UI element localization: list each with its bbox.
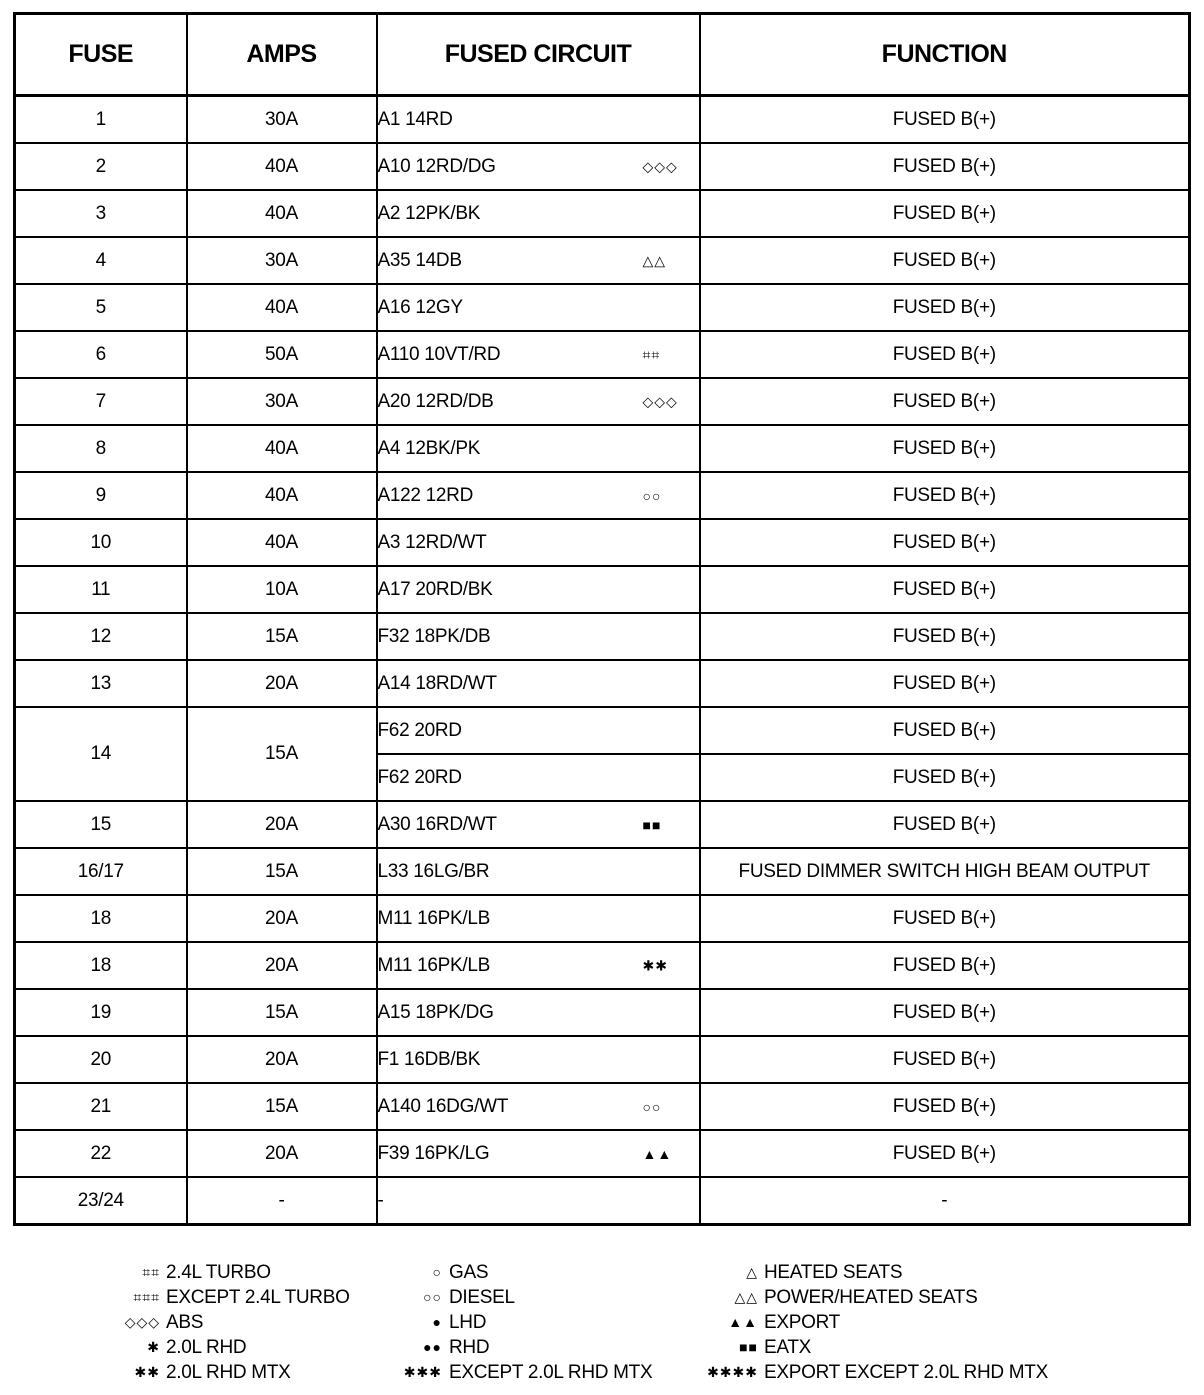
function-cell: FUSED B(+) bbox=[700, 942, 1190, 989]
legend-column-options bbox=[690, 1262, 1190, 1387]
legend-label: HEATED SEATS bbox=[764, 1262, 903, 1283]
fused-circuit-cell bbox=[377, 472, 700, 519]
legend-symbol-icon: ✱✱ bbox=[134, 1364, 160, 1380]
function-cell: FUSED B(+) bbox=[700, 378, 1190, 425]
table-row bbox=[15, 1083, 1190, 1130]
function-cell: FUSED B(+) bbox=[700, 425, 1190, 472]
fuse-number-cell: 11 bbox=[15, 566, 187, 613]
circuit-code: L33 16LG/BR bbox=[377, 860, 490, 882]
circuit-code: A20 12RD/DB bbox=[377, 390, 494, 412]
option-marker-icon: △△ bbox=[642, 252, 667, 268]
legend-symbol-icon: ⌗⌗⌗ bbox=[133, 1289, 160, 1305]
legend-label: EXCEPT 2.0L RHD MTX bbox=[449, 1362, 653, 1383]
fused-circuit-cell bbox=[377, 284, 700, 331]
legend-column-fuel-drive bbox=[392, 1262, 722, 1387]
circuit-code: F62 20RD bbox=[377, 766, 462, 788]
fuse-number-cell: 16/17 bbox=[15, 848, 187, 895]
amps-cell: 15A bbox=[187, 1083, 377, 1130]
function-cell: FUSED DIMMER SWITCH HIGH BEAM OUTPUT bbox=[700, 848, 1190, 895]
header-fused-circuit: FUSED CIRCUIT bbox=[377, 14, 700, 96]
table-row bbox=[15, 143, 1190, 190]
fused-circuit-cell bbox=[377, 237, 700, 284]
amps-cell: 30A bbox=[187, 96, 377, 144]
option-marker-icon: ✱✱ bbox=[642, 957, 668, 973]
function-cell: FUSED B(+) bbox=[700, 801, 1190, 848]
legend-symbol-icon: ○ bbox=[432, 1264, 442, 1280]
fuse-number-cell: 1 bbox=[15, 96, 187, 144]
circuit-code: M11 16PK/LB bbox=[377, 907, 491, 929]
legend-label: ABS bbox=[166, 1312, 204, 1333]
function-cell: - bbox=[700, 1177, 1190, 1225]
circuit-code: - bbox=[377, 1189, 384, 1211]
table-row bbox=[15, 378, 1190, 425]
fused-circuit-cell bbox=[377, 1083, 700, 1130]
function-cell: FUSED B(+) bbox=[700, 754, 1190, 801]
legend-item bbox=[100, 1362, 400, 1387]
amps-cell: 40A bbox=[187, 425, 377, 472]
fuse-number-cell: 8 bbox=[15, 425, 187, 472]
function-cell: FUSED B(+) bbox=[700, 472, 1190, 519]
fused-circuit-cell bbox=[377, 143, 700, 190]
legend-label: DIESEL bbox=[449, 1287, 515, 1308]
amps-cell: 40A bbox=[187, 143, 377, 190]
legend-label: 2.0L RHD bbox=[166, 1337, 247, 1358]
fuse-number-cell: 18 bbox=[15, 895, 187, 942]
fuse-number-cell: 12 bbox=[15, 613, 187, 660]
table-row bbox=[15, 848, 1190, 895]
fused-circuit-cell bbox=[377, 1177, 700, 1225]
function-cell: FUSED B(+) bbox=[700, 1130, 1190, 1177]
table-row bbox=[15, 237, 1190, 284]
circuit-code: A122 12RD bbox=[377, 484, 474, 506]
function-cell: FUSED B(+) bbox=[700, 143, 1190, 190]
legend-symbol-icon: ✱✱✱✱ bbox=[707, 1364, 758, 1380]
legend-item bbox=[100, 1262, 400, 1287]
table-row bbox=[15, 190, 1190, 237]
legend-item bbox=[392, 1262, 722, 1287]
table-row bbox=[15, 942, 1190, 989]
circuit-code: A30 16RD/WT bbox=[377, 813, 497, 835]
legend-item bbox=[100, 1287, 400, 1312]
legend-item bbox=[392, 1362, 722, 1387]
header-function: FUNCTION bbox=[700, 14, 1190, 96]
table-row bbox=[15, 519, 1190, 566]
legend-item bbox=[690, 1337, 1190, 1362]
function-cell: FUSED B(+) bbox=[700, 660, 1190, 707]
legend-label: LHD bbox=[449, 1312, 487, 1333]
function-cell: FUSED B(+) bbox=[700, 707, 1190, 754]
option-marker-icon: ■■ bbox=[642, 816, 662, 833]
fuse-number-cell: 13 bbox=[15, 660, 187, 707]
table-row bbox=[15, 284, 1190, 331]
function-cell: FUSED B(+) bbox=[700, 566, 1190, 613]
fuse-number-cell: 23/24 bbox=[15, 1177, 187, 1225]
legend-label: EATX bbox=[764, 1337, 812, 1358]
function-cell: FUSED B(+) bbox=[700, 284, 1190, 331]
fused-circuit-cell bbox=[377, 801, 700, 848]
circuit-code: M11 16PK/LB bbox=[377, 954, 491, 976]
amps-cell: 15A bbox=[187, 707, 377, 801]
legend-item bbox=[100, 1337, 400, 1362]
legend-item bbox=[690, 1262, 1190, 1287]
fuse-number-cell: 7 bbox=[15, 378, 187, 425]
table-row bbox=[15, 1036, 1190, 1083]
legend-label: POWER/HEATED SEATS bbox=[764, 1287, 978, 1308]
function-cell: FUSED B(+) bbox=[700, 190, 1190, 237]
legend-item bbox=[690, 1312, 1190, 1337]
fused-circuit-cell bbox=[377, 566, 700, 613]
circuit-code: A2 12PK/BK bbox=[377, 202, 481, 224]
table-row bbox=[15, 472, 1190, 519]
amps-cell: 15A bbox=[187, 848, 377, 895]
option-marker-icon: ○○ bbox=[642, 487, 662, 504]
circuit-code: F39 16PK/LG bbox=[377, 1142, 490, 1164]
fuse-number-cell: 4 bbox=[15, 237, 187, 284]
fused-circuit-cell bbox=[377, 96, 700, 144]
fuse-number-cell: 5 bbox=[15, 284, 187, 331]
fused-circuit-cell bbox=[377, 707, 700, 754]
header-row bbox=[15, 14, 1190, 96]
fuse-number-cell: 21 bbox=[15, 1083, 187, 1130]
legend-symbol-icon: ⌗⌗ bbox=[142, 1264, 160, 1280]
amps-cell: 50A bbox=[187, 331, 377, 378]
fused-circuit-cell bbox=[377, 1036, 700, 1083]
fuse-number-cell: 14 bbox=[15, 707, 187, 801]
circuit-code: A17 20RD/BK bbox=[377, 578, 493, 600]
amps-cell: 20A bbox=[187, 895, 377, 942]
function-cell: FUSED B(+) bbox=[700, 895, 1190, 942]
function-cell: FUSED B(+) bbox=[700, 1083, 1190, 1130]
legend-symbol-icon: ✱ bbox=[147, 1339, 160, 1355]
option-marker-icon: ⌗⌗ bbox=[642, 346, 661, 362]
circuit-code: A140 16DG/WT bbox=[377, 1095, 509, 1117]
legend-label: EXPORT bbox=[764, 1312, 840, 1333]
table-row bbox=[15, 801, 1190, 848]
legend-symbol-icon: ◇◇◇ bbox=[124, 1314, 160, 1330]
fused-circuit-cell bbox=[377, 331, 700, 378]
legend-symbol-icon: ▲▲ bbox=[728, 1314, 758, 1330]
legend-label: RHD bbox=[449, 1337, 490, 1358]
fused-circuit-cell bbox=[377, 425, 700, 472]
function-cell: FUSED B(+) bbox=[700, 331, 1190, 378]
fuse-number-cell: 18 bbox=[15, 942, 187, 989]
function-cell: FUSED B(+) bbox=[700, 519, 1190, 566]
amps-cell: 30A bbox=[187, 237, 377, 284]
option-marker-icon: ◇◇◇ bbox=[642, 158, 678, 174]
table-row bbox=[15, 895, 1190, 942]
table-row bbox=[15, 613, 1190, 660]
circuit-code: F62 20RD bbox=[377, 719, 462, 741]
legend-symbol-icon: △△ bbox=[734, 1289, 758, 1305]
legend-label: 2.0L RHD MTX bbox=[166, 1362, 291, 1383]
amps-cell: 20A bbox=[187, 660, 377, 707]
fused-circuit-cell bbox=[377, 942, 700, 989]
circuit-code: A14 18RD/WT bbox=[377, 672, 497, 694]
symbol-legend bbox=[0, 1262, 1204, 1392]
legend-symbol-icon: ■■ bbox=[739, 1339, 758, 1355]
function-cell: FUSED B(+) bbox=[700, 96, 1190, 144]
amps-cell: 20A bbox=[187, 942, 377, 989]
legend-item bbox=[690, 1362, 1190, 1387]
fused-circuit-cell bbox=[377, 613, 700, 660]
table-row bbox=[15, 1130, 1190, 1177]
table-row bbox=[15, 660, 1190, 707]
fuse-number-cell: 2 bbox=[15, 143, 187, 190]
legend-item bbox=[690, 1287, 1190, 1312]
circuit-code: F1 16DB/BK bbox=[377, 1048, 481, 1070]
fuse-table bbox=[13, 12, 1191, 1226]
legend-item bbox=[392, 1287, 722, 1312]
function-cell: FUSED B(+) bbox=[700, 613, 1190, 660]
fused-circuit-cell bbox=[377, 848, 700, 895]
legend-label: 2.4L TURBO bbox=[166, 1262, 271, 1283]
amps-cell: 20A bbox=[187, 1036, 377, 1083]
legend-label: EXPORT EXCEPT 2.0L RHD MTX bbox=[764, 1362, 1048, 1383]
circuit-code: A10 12RD/DG bbox=[377, 155, 496, 177]
function-cell: FUSED B(+) bbox=[700, 989, 1190, 1036]
fused-circuit-cell bbox=[377, 754, 700, 801]
amps-cell: 20A bbox=[187, 1130, 377, 1177]
amps-cell: 40A bbox=[187, 472, 377, 519]
amps-cell: - bbox=[187, 1177, 377, 1225]
legend-symbol-icon: ●● bbox=[423, 1339, 442, 1355]
circuit-code: A1 14RD bbox=[377, 108, 453, 130]
table-row bbox=[15, 425, 1190, 472]
legend-item bbox=[392, 1337, 722, 1362]
legend-item bbox=[392, 1312, 722, 1337]
legend-label: GAS bbox=[449, 1262, 489, 1283]
amps-cell: 20A bbox=[187, 801, 377, 848]
fuse-number-cell: 15 bbox=[15, 801, 187, 848]
circuit-code: A4 12BK/PK bbox=[377, 437, 481, 459]
function-cell: FUSED B(+) bbox=[700, 237, 1190, 284]
fuse-number-cell: 6 bbox=[15, 331, 187, 378]
fused-circuit-cell bbox=[377, 989, 700, 1036]
amps-cell: 40A bbox=[187, 519, 377, 566]
fuse-number-cell: 9 bbox=[15, 472, 187, 519]
amps-cell: 10A bbox=[187, 566, 377, 613]
table-row bbox=[15, 1177, 1190, 1225]
table-row bbox=[15, 96, 1190, 144]
fuse-number-cell: 3 bbox=[15, 190, 187, 237]
fuse-number-cell: 10 bbox=[15, 519, 187, 566]
fused-circuit-cell bbox=[377, 1130, 700, 1177]
circuit-code: A16 12GY bbox=[377, 296, 463, 318]
amps-cell: 40A bbox=[187, 284, 377, 331]
circuit-code: A3 12RD/WT bbox=[377, 531, 487, 553]
header-amps: AMPS bbox=[187, 14, 377, 96]
legend-symbol-icon: ● bbox=[432, 1314, 442, 1330]
amps-cell: 30A bbox=[187, 378, 377, 425]
table-row bbox=[15, 989, 1190, 1036]
amps-cell: 15A bbox=[187, 989, 377, 1036]
fused-circuit-cell bbox=[377, 378, 700, 425]
function-cell: FUSED B(+) bbox=[700, 1036, 1190, 1083]
amps-cell: 40A bbox=[187, 190, 377, 237]
fused-circuit-cell bbox=[377, 519, 700, 566]
option-marker-icon: ◇◇◇ bbox=[642, 393, 678, 409]
legend-symbol-icon: ✱✱✱ bbox=[403, 1364, 442, 1380]
option-marker-icon: ○○ bbox=[642, 1098, 662, 1115]
table-row bbox=[15, 707, 1190, 754]
fuse-number-cell: 19 bbox=[15, 989, 187, 1036]
circuit-code: F32 18PK/DB bbox=[377, 625, 491, 647]
amps-cell: 15A bbox=[187, 613, 377, 660]
fuse-number-cell: 22 bbox=[15, 1130, 187, 1177]
option-marker-icon: ▲▲ bbox=[642, 1145, 673, 1162]
fuse-number-cell: 20 bbox=[15, 1036, 187, 1083]
table-row bbox=[15, 331, 1190, 378]
header-fuse: FUSE bbox=[15, 14, 187, 96]
legend-symbol-icon: △ bbox=[746, 1264, 758, 1280]
legend-label: EXCEPT 2.4L TURBO bbox=[166, 1287, 350, 1308]
fused-circuit-cell bbox=[377, 660, 700, 707]
circuit-code: A15 18PK/DG bbox=[377, 1001, 494, 1023]
circuit-code: A35 14DB bbox=[377, 249, 462, 271]
table-row bbox=[15, 566, 1190, 613]
fused-circuit-cell bbox=[377, 895, 700, 942]
legend-item bbox=[100, 1312, 400, 1337]
legend-column-engine bbox=[100, 1262, 400, 1387]
legend-symbol-icon: ○○ bbox=[423, 1289, 442, 1305]
fused-circuit-cell bbox=[377, 190, 700, 237]
circuit-code: A110 10VT/RD bbox=[377, 343, 501, 365]
